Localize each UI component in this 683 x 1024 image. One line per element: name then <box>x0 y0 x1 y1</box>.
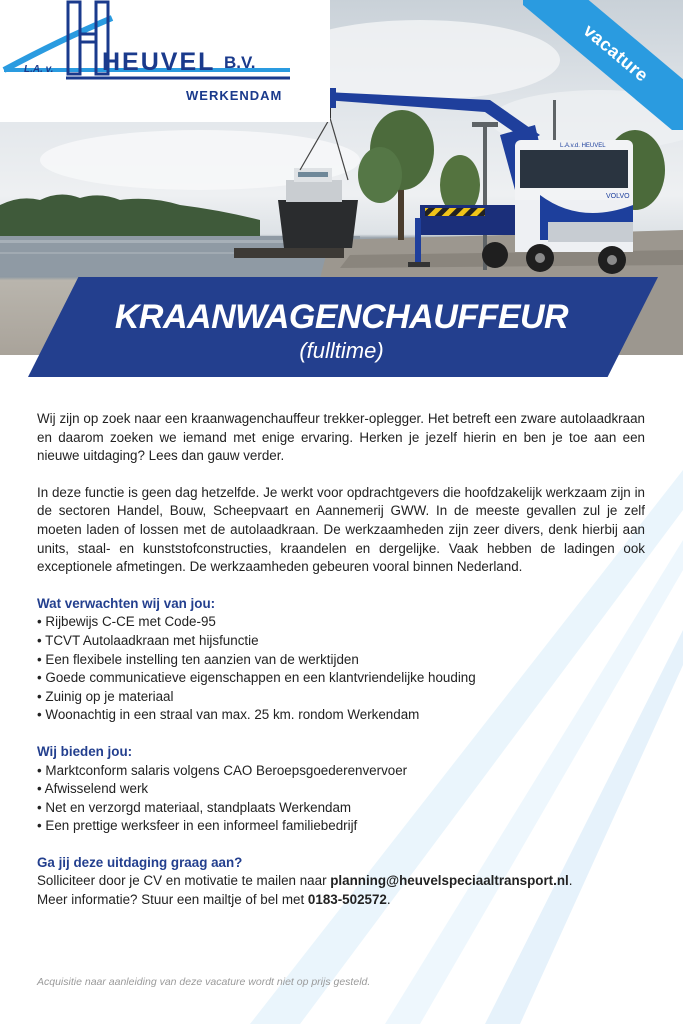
list-item: • Rijbewijs C-CE met Code-95 <box>37 613 645 632</box>
list-item: • Net en verzorgd materiaal, standplaats Werkendam <box>37 799 645 818</box>
logo-name: HEUVEL <box>102 48 216 76</box>
list-item: • Afwisselend werk <box>37 780 645 799</box>
logo-city: WERKENDAM <box>186 88 283 103</box>
ribbon-label: vacature <box>523 0 683 130</box>
acquisition-disclaimer: Acquisitie naar aanleiding van deze vacature wordt niet op prijs gesteld. <box>37 976 371 988</box>
expect-list <box>37 613 645 725</box>
job-title: KRAANWAGENCHAUFFEUR <box>114 298 569 336</box>
list-item: • Een prettige werksfeer in een informeel familiebedrijf <box>37 817 645 836</box>
job-subtitle: (fulltime) <box>299 338 384 363</box>
offer-list <box>37 762 645 836</box>
cta-info-suffix: . <box>386 892 391 908</box>
list-item: • Zuinig op je materiaal <box>37 688 645 707</box>
logo-initials: L.A. v. <box>24 64 54 75</box>
phone-number[interactable]: 0183-502572 <box>307 892 387 908</box>
list-item: • Marktconform salaris volgens CAO Beroepsgoederenvervoer <box>37 762 645 781</box>
vacancy-body <box>37 410 645 910</box>
truck-brand-label: VOLVO <box>606 193 630 200</box>
vacature-ribbon <box>523 0 683 130</box>
cta-info-line <box>37 891 645 910</box>
intro-paragraph-1: Wij zijn op zoek naar een kraanwagenchauffeur trekker-oplegger. Het betreft een zware autolaadkraan en daarom zoeken we iemand met enige ervaring. Herken je jezelf hierin en ben je toe aan een nieuwe uitdaging? Lees dan gauw verder. <box>37 411 645 464</box>
list-item: • Woonachtig in een straal van max. 25 km. rondom Werkendam <box>37 706 645 725</box>
cta-apply-suffix: . <box>568 873 573 889</box>
truck-cab-label: L.A.v.d. HEUVEL <box>560 143 606 149</box>
email-link[interactable]: planning@heuvelspeciaaltransport.nl <box>330 873 569 889</box>
expect-heading: Wat verwachten wij van jou: <box>37 595 216 611</box>
list-item: • Een flexibele instelling ten aanzien van de werktijden <box>37 651 645 670</box>
cta-apply-line <box>37 872 645 891</box>
cta-apply-text: Solliciteer door je CV en motivatie te mailen naar <box>37 873 331 889</box>
intro-paragraph-2: In deze functie is geen dag hetzelfde. Je werkt voor opdrachtgevers die hoofdzakelijk werkzaam zijn in de sectoren Handel, Bouw, Scheepvaart en Aannemerij GWW. In de meeste gevallen zul je zelf moeten laden of lossen met de autolaadkraan. De werkzaamheden zijn zeer divers, denk hierbij aan units, staal- en kunststofconstructies, kraandelen en dergelijke. Vaak hebben de ladingen ook exceptionele afmetingen. De werkzaamheden gebeuren vooral binnen Nederland. <box>37 484 645 575</box>
offer-heading: Wij bieden jou: <box>37 743 133 759</box>
list-item: • TCVT Autolaadkraan met hijsfunctie <box>37 632 645 651</box>
cta-info-text: Meer informatie? Stuur een mailtje of bel met <box>37 892 308 908</box>
logo-legal-form: B.V. <box>224 53 256 72</box>
cta-heading: Ga jij deze uitdaging graag aan? <box>37 854 243 870</box>
list-item: • Goede communicatieve eigenschappen en een klantvriendelijke houding <box>37 669 645 688</box>
